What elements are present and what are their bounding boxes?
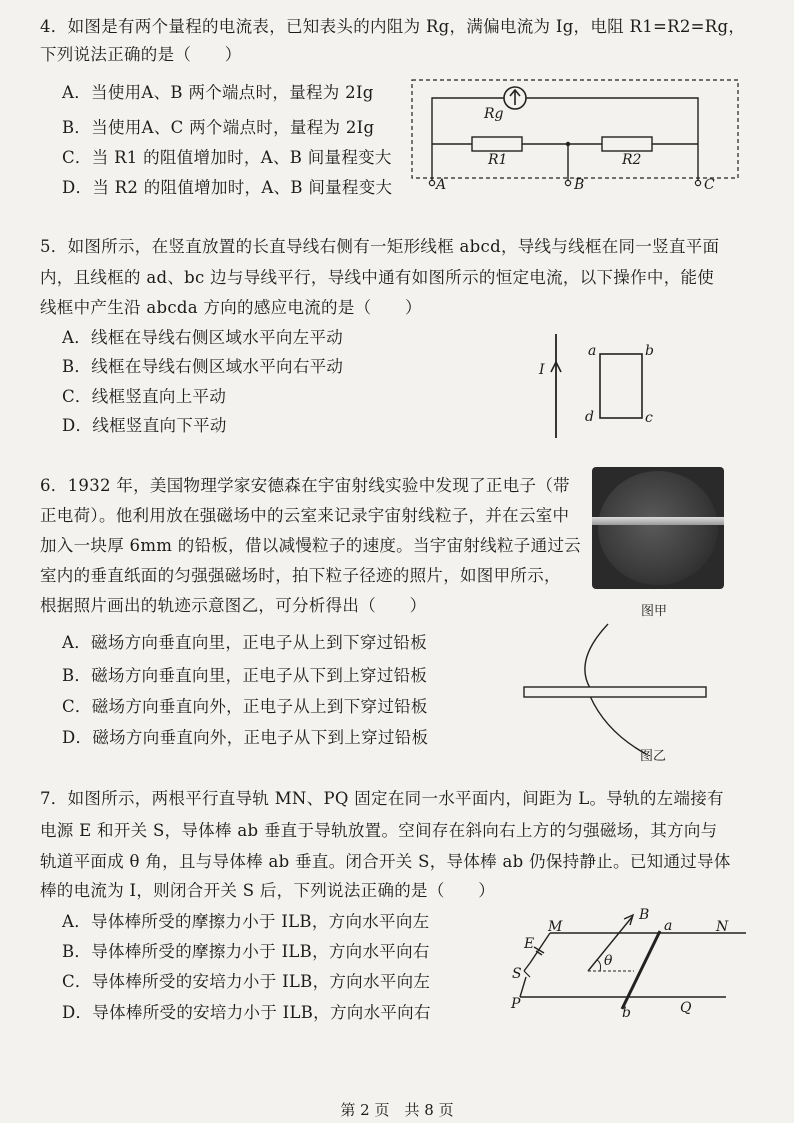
q6-stem-line3: 加入一块厚 6mm 的铅板，借以减慢粒子的速度。当宇宙射线粒子通过云 <box>40 536 581 555</box>
q7-label-a: a <box>664 918 673 934</box>
q5-option-d: D．线框竖直向下平动 <box>62 416 227 435</box>
q6-option-d: D．磁场方向垂直向外，正电子从下到上穿过铅板 <box>62 728 429 747</box>
q4-label-rg: Rg <box>484 106 504 122</box>
q6-option-c: C．磁场方向垂直向外，正电子从上到下穿过铅板 <box>62 697 428 716</box>
q6-stem-line4: 室内的垂直纸面的匀强强磁场时，拍下粒子径迹的照片，如图甲所示， <box>40 566 561 585</box>
q7-option-a: A．导体棒所受的摩擦力小于 ILB，方向水平向左 <box>62 912 430 931</box>
q4-label-r1: R1 <box>488 152 508 168</box>
q7-label-theta: θ <box>604 953 613 969</box>
q6-option-b: B．磁场方向垂直向里，正电子从下到上穿过铅板 <box>62 666 428 685</box>
q6-stem-line5: 根据照片画出的轨迹示意图乙，可分析得出（ ） <box>40 596 427 615</box>
q7-label-bfield: B <box>639 907 650 923</box>
q5-option-c: C．线框竖直向上平动 <box>62 387 227 406</box>
q7-label-p: P <box>511 996 521 1012</box>
q6-option-a: A．磁场方向垂直向里，正电子从上到下穿过铅板 <box>62 633 428 652</box>
q7-label-s: S <box>512 966 522 982</box>
q7-stem-line4: 棒的电流为 I，则闭合开关 S 后，下列说法正确的是（ ） <box>40 881 496 900</box>
q7-rails-diagram <box>500 905 750 1015</box>
q7-label-b: b <box>622 1005 631 1021</box>
q6-track-diagram <box>520 620 710 760</box>
q4-option-a: A．当使用A、B 两个端点时，量程为 2Ig <box>62 83 374 102</box>
q5-stem-line3: 线框中产生沿 abcda 方向的感应电流的是（ ） <box>40 298 422 317</box>
q5-stem-line1: 5．如图所示，在竖直放置的长直导线右侧有一矩形线框 abcd，导线与线框在同一竖直平面 <box>40 237 720 256</box>
q6-stem-line2: 正电荷）。他利用放在强磁场中的云室来记录宇宙射线粒子，并在云室中 <box>40 506 570 525</box>
q4-label-r2: R2 <box>622 152 642 168</box>
q5-label-a: a <box>588 343 597 359</box>
q7-option-d: D．导体棒所受的安培力小于 ILB，方向水平向右 <box>62 1003 431 1022</box>
q4-label-c: C <box>704 177 715 193</box>
q4-option-d: D．当 R2 的阻值增加时，A、B 间量程变大 <box>62 178 393 197</box>
q4-label-b: B <box>574 177 585 193</box>
q6-cloud-chamber-photo <box>592 467 724 589</box>
q7-option-b: B．导体棒所受的摩擦力小于 ILB，方向水平向右 <box>62 942 430 961</box>
q7-label-n: N <box>716 919 729 935</box>
q5-label-current: I <box>539 362 545 378</box>
page-number-footer: 第 2 页 共 8 页 <box>340 1101 454 1119</box>
q7-option-c: C．导体棒所受的安培力小于 ILB，方向水平向左 <box>62 972 431 991</box>
q4-option-c: C．当 R1 的阻值增加时，A、B 间量程变大 <box>62 148 392 167</box>
q7-label-q: Q <box>680 1000 692 1016</box>
q6-caption-jia: 图甲 <box>641 604 668 619</box>
q6-stem-line1: 6．1932 年，美国物理学家安德森在宇宙射线实验中发现了正电子（带 <box>40 476 570 495</box>
q7-stem-line2: 电源 E 和开关 S，导体棒 ab 垂直于导轨放置。空间存在斜向右上方的匀强磁场，其方向与 <box>40 821 718 840</box>
q5-label-b: b <box>645 343 654 359</box>
q5-wire-loop-diagram <box>540 330 660 442</box>
q4-stem-line1: 4．如图是有两个量程的电流表，已知表头的内阻为 Rg，满偏电流为 Ig，电阻 R1=R2=Rg， <box>40 17 746 36</box>
q5-label-c: c <box>645 410 653 426</box>
q6-caption-yi: 图乙 <box>640 749 667 764</box>
q4-stem-line2: 下列说法正确的是（ ） <box>40 45 242 64</box>
q7-label-e: E <box>524 936 535 952</box>
q5-label-d: d <box>585 409 594 425</box>
q4-label-a: A <box>436 177 447 193</box>
q5-option-b: B．线框在导线右侧区域水平向右平动 <box>62 357 344 376</box>
q5-stem-line2: 内，且线框的 ad、bc 边与导线平行，导线中通有如图所示的恒定电流，以下操作中，能使 <box>40 268 715 287</box>
q7-stem-line3: 轨道平面成 θ 角，且与导体棒 ab 垂直。闭合开关 S，导体棒 ab 仍保持静止。已知通过导体 <box>40 852 731 871</box>
q5-option-a: A．线框在导线右侧区域水平向左平动 <box>62 328 344 347</box>
q7-label-m: M <box>548 919 563 935</box>
q7-stem-line1: 7．如图所示，两根平行直导轨 MN、PQ 固定在同一水平面内，间距为 L。导轨的左端接有 <box>40 789 724 808</box>
q4-option-b: B．当使用A、C 两个端点时，量程为 2Ig <box>62 118 375 137</box>
